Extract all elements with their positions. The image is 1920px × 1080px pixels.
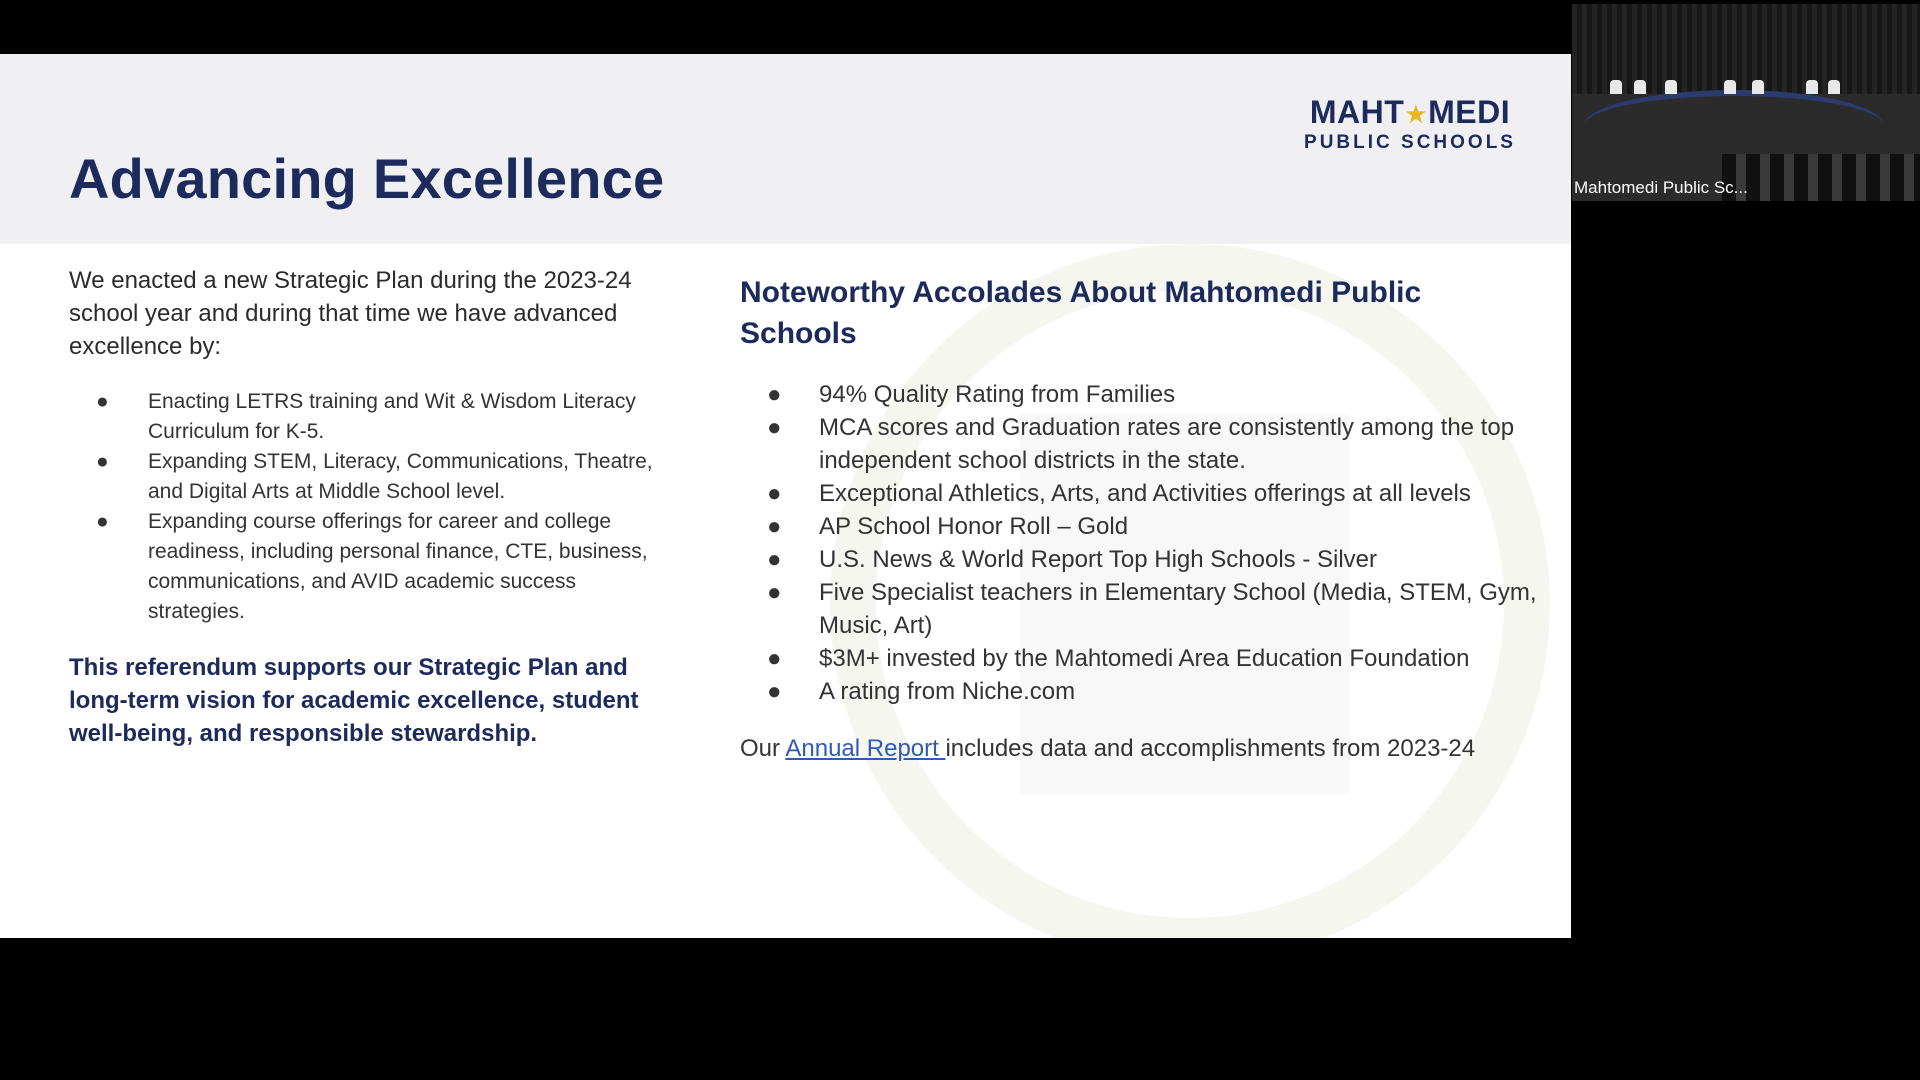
list-item <box>69 447 659 507</box>
list-item-text: 94% Quality Rating from Families <box>819 381 1176 408</box>
list-item <box>740 576 1540 642</box>
video-person <box>1752 80 1764 94</box>
video-participant-name: Mahtomedi Public Sc... <box>1574 178 1748 197</box>
video-person <box>1665 80 1677 94</box>
list-item-text: Exceptional Athletics, Arts, and Activities offerings at all levels <box>819 480 1471 507</box>
slide-title: Advancing Excellence <box>69 147 665 210</box>
video-person <box>1634 80 1646 94</box>
presentation-slide <box>0 54 1571 938</box>
annual-report-link[interactable]: Annual Report <box>785 735 946 762</box>
list-item-text: $3M+ invested by the Mahtomedi Area Education Foundation <box>819 645 1470 672</box>
list-item <box>740 411 1540 477</box>
list-item-text: AP School Honor Roll – Gold <box>819 513 1129 540</box>
intro-text: We enacted a new Strategic Plan during the 2023-24 school year and during that time we have advanced excellence by: <box>69 267 632 360</box>
right-column <box>740 272 1540 765</box>
list-item-text: Enacting LETRS training and Wit & Wisdom Literacy Curriculum for K-5. <box>148 390 636 443</box>
list-item-text: Expanding STEM, Literacy, Communications, Theatre, and Digital Arts at Middle School level. <box>148 450 653 503</box>
report-prefix: Our <box>740 735 786 762</box>
district-logo <box>1280 94 1540 154</box>
list-item <box>740 642 1540 675</box>
bullet-icon: ● <box>767 381 782 408</box>
logo-word-left: MAHT <box>1309 94 1405 130</box>
report-suffix: includes data and accomplishments from 2023-24 <box>945 735 1476 762</box>
bullet-icon: ● <box>767 678 782 705</box>
list-item <box>740 378 1540 411</box>
logo-subtitle: PUBLIC SCHOOLS <box>1304 132 1516 153</box>
bullet-icon: ● <box>767 645 782 672</box>
excellence-list <box>69 387 659 627</box>
list-item-text: A rating from Niche.com <box>819 678 1076 705</box>
video-stage-curtain <box>1572 4 1920 94</box>
bullet-icon: ● <box>96 510 109 533</box>
bullet-icon: ● <box>767 480 782 507</box>
list-item <box>740 477 1540 510</box>
list-item-text: Expanding course offerings for career and college readiness, including personal finance, CTE, business, communications, and AVID academic success strategies. <box>148 510 648 623</box>
video-person <box>1806 80 1818 94</box>
closing-statement: This referendum supports our Strategic Plan and long-term vision for academic excellence, student well-being, and responsible stewardship. <box>69 654 639 747</box>
video-person <box>1724 80 1736 94</box>
participant-video-tile[interactable] <box>1572 4 1920 201</box>
left-column <box>69 264 659 750</box>
annual-report-note <box>740 732 1540 765</box>
bullet-icon: ● <box>767 414 782 441</box>
video-person <box>1828 80 1840 94</box>
list-item <box>740 510 1540 543</box>
accolades-list <box>740 378 1540 708</box>
list-item <box>69 507 659 627</box>
bullet-icon: ● <box>767 579 782 606</box>
list-item <box>740 543 1540 576</box>
list-item <box>740 675 1540 708</box>
star-icon: ★ <box>1404 99 1429 129</box>
list-item-text: U.S. News & World Report Top High Schools - Silver <box>819 546 1377 573</box>
accolades-heading: Noteworthy Accolades About Mahtomedi Public Schools <box>740 276 1422 350</box>
video-audience-chairs <box>1722 154 1920 201</box>
bullet-icon: ● <box>767 513 782 540</box>
bullet-icon: ● <box>96 450 109 473</box>
bullet-icon: ● <box>767 546 782 573</box>
bullet-icon: ● <box>96 390 109 413</box>
list-item-text: MCA scores and Graduation rates are consistently among the top independent school districts in the state. <box>819 414 1515 474</box>
logo-wordmark <box>1280 94 1540 132</box>
list-item-text: Five Specialist teachers in Elementary School (Media, STEM, Gym, Music, Art) <box>819 579 1537 639</box>
logo-word-right: MEDI <box>1428 94 1511 130</box>
video-person <box>1610 80 1622 94</box>
list-item <box>69 387 659 447</box>
